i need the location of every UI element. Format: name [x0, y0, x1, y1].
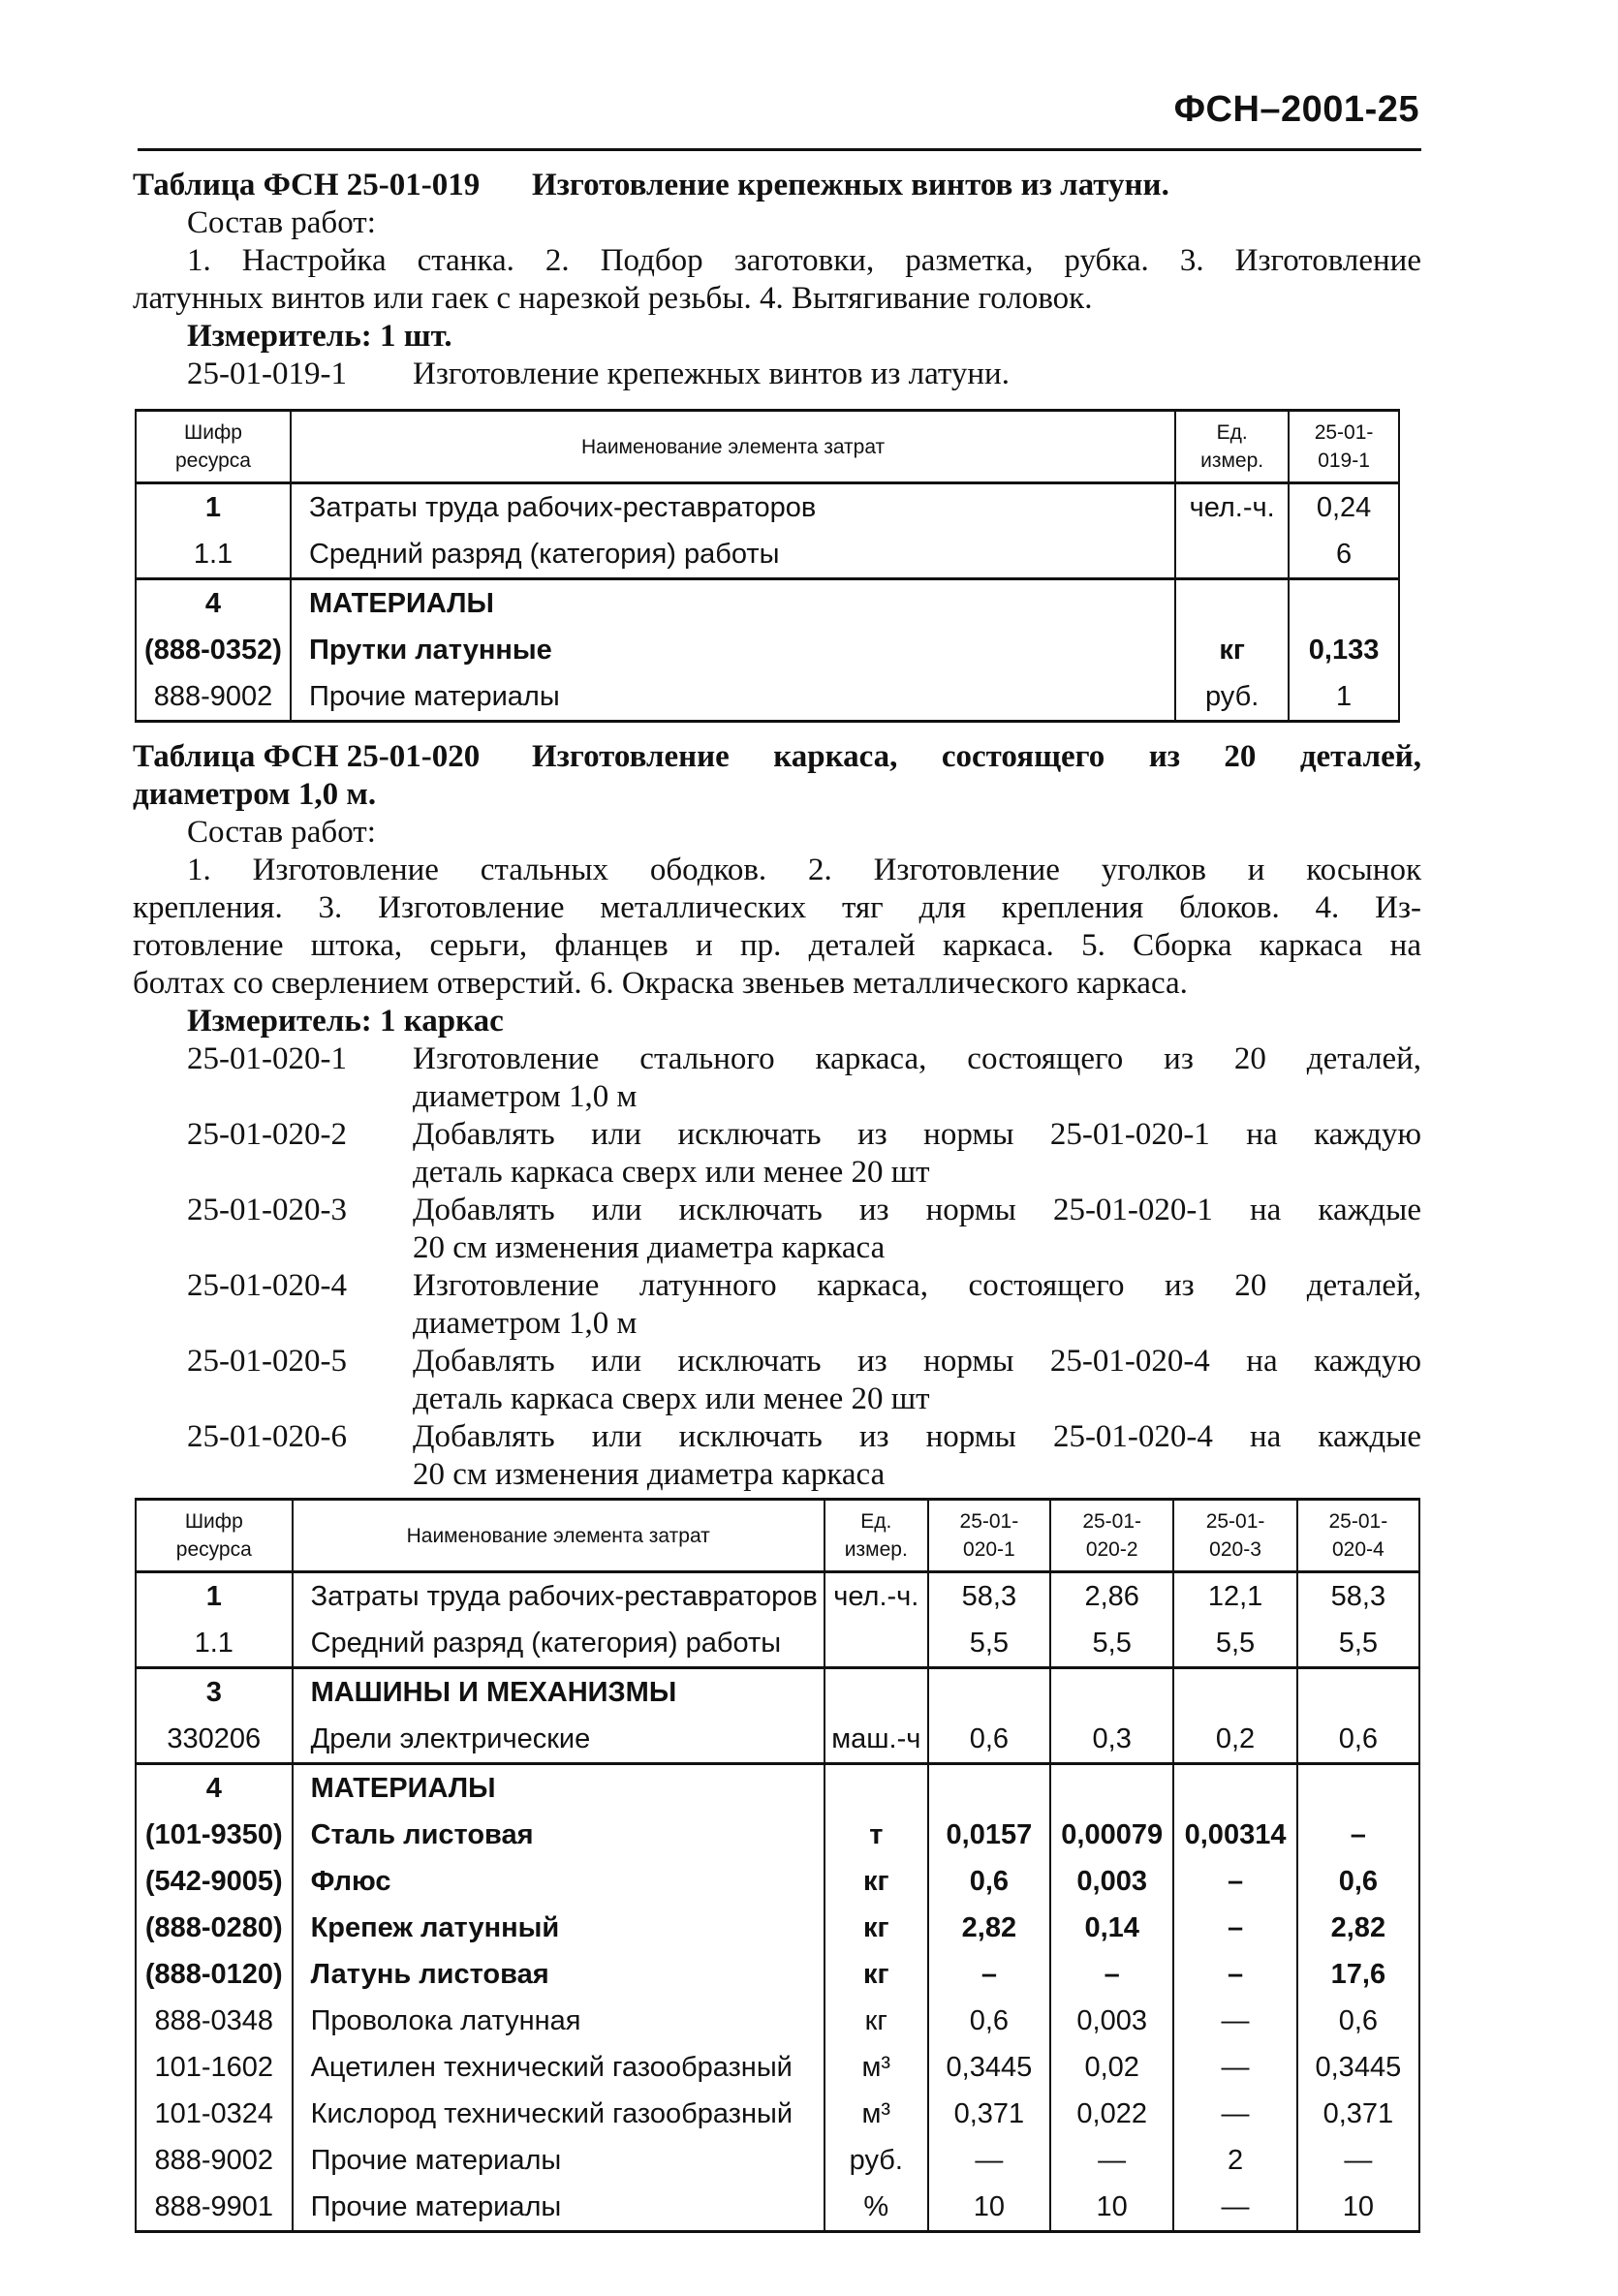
work-line: крепления. 3. Изготовление металлических тяг для крепления блоков. 4. Из- — [133, 890, 1421, 925]
norm-code: 25-01-020-5 — [187, 1344, 347, 1379]
cell-unit — [1175, 531, 1289, 579]
cell-value: 2 — [1173, 2137, 1296, 2184]
col-header-code: Шифр ресурса — [136, 1500, 293, 1572]
table-title-text: Изготовление каркаса, состоящего из 20 деталей, — [532, 739, 1421, 774]
cell-value: 0,3445 — [1297, 2044, 1419, 2091]
cell-value: 5,5 — [1297, 1620, 1419, 1668]
table-title-label: Таблица ФСН 25-01-020 — [133, 739, 481, 774]
work-heading: Состав работ: — [187, 815, 376, 850]
norm-item — [133, 1267, 1421, 1343]
cell-code: (888-0280) — [136, 1905, 293, 1951]
table-row — [136, 1764, 1419, 1813]
cell-name: Ацетилен технический газообразный — [293, 2044, 825, 2091]
table-title-label: Таблица ФСН 25-01-019 — [133, 168, 481, 202]
cell-name: Прочие материалы — [293, 2137, 825, 2184]
cell-value: 0,6 — [928, 1998, 1050, 2044]
cell-value: 10 — [928, 2184, 1050, 2232]
cell-value: 0,371 — [1297, 2091, 1419, 2137]
cell-value: – — [1050, 1951, 1173, 1998]
cell-value: 0,003 — [1050, 1858, 1173, 1905]
cell-code: (888-0352) — [136, 627, 291, 673]
cell-value — [1173, 1668, 1296, 1717]
col-header-name: Наименование элемента затрат — [291, 411, 1175, 483]
cell-value: 0,6 — [928, 1716, 1050, 1764]
cell-value: 0,6 — [1297, 1858, 1419, 1905]
cell-value: — — [1173, 2044, 1296, 2091]
cell-unit: руб. — [1175, 673, 1289, 722]
cell-code: 1 — [136, 1572, 293, 1621]
cell-value: — — [1050, 2137, 1173, 2184]
cell-unit: кг — [825, 1858, 928, 1905]
table-title-text-cont: диаметром 1,0 м. — [133, 777, 377, 812]
cell-value: 0,6 — [928, 1858, 1050, 1905]
col-header-unit: Ед. измер. — [1175, 411, 1289, 483]
norm-text: деталь каркаса сверх или менее 20 шт — [413, 1155, 930, 1190]
cell-unit: кг — [825, 1998, 928, 2044]
table-row — [136, 673, 1399, 722]
norm-text: деталь каркаса сверх или менее 20 шт — [413, 1381, 930, 1416]
meter: Измеритель: 1 каркас — [187, 1004, 504, 1039]
norm-code: 25-01-020-1 — [187, 1041, 347, 1076]
norm-text: Добавлять или исключать из нормы 25-01-020-4 на каждую — [413, 1344, 1421, 1379]
cell-value: 0,0157 — [928, 1812, 1050, 1858]
norm-item — [133, 1192, 1421, 1267]
cell-value: – — [1173, 1951, 1296, 1998]
section-t20 — [133, 738, 1421, 1494]
cell-unit — [825, 1668, 928, 1717]
cell-value: 0,00079 — [1050, 1812, 1173, 1858]
cell-name: Прутки латунные — [291, 627, 1175, 673]
cell-value: 0,003 — [1050, 1998, 1173, 2044]
cell-code: 1 — [136, 483, 291, 532]
table-row — [136, 1905, 1419, 1951]
section-t19 — [133, 167, 1421, 393]
cell-unit: кг — [1175, 627, 1289, 673]
cell-name: Дрели электрические — [293, 1716, 825, 1764]
cell-value — [1289, 579, 1399, 628]
cell-value: 2,86 — [1050, 1572, 1173, 1621]
norms-table-t19 — [135, 409, 1400, 723]
table-row — [136, 579, 1399, 628]
col-header-unit: Ед. измер. — [825, 1500, 928, 1572]
work-line: готовление штока, серьги, фланцев и пр. деталей каркаса. 5. Сборка каркаса на — [133, 928, 1421, 963]
norms-table-t20 — [135, 1498, 1420, 2233]
cell-value: 0,00314 — [1173, 1812, 1296, 1858]
cell-unit: чел.-ч. — [1175, 483, 1289, 532]
meter: Измеритель: 1 шт. — [187, 319, 452, 354]
cell-value: 5,5 — [1050, 1620, 1173, 1668]
cell-value: 6 — [1289, 531, 1399, 579]
cell-value: – — [1173, 1858, 1296, 1905]
cell-value: — — [928, 2137, 1050, 2184]
cell-value: 0,3 — [1050, 1716, 1173, 1764]
cell-name: Проволока латунная — [293, 1998, 825, 2044]
col-header-norm: 25-01- 020-3 — [1173, 1500, 1296, 1572]
table-row — [136, 1998, 1419, 2044]
cell-value: – — [1297, 1812, 1419, 1858]
cell-value: 2,82 — [928, 1905, 1050, 1951]
col-header-norm: 25-01- 019-1 — [1289, 411, 1399, 483]
table-row — [136, 1716, 1419, 1764]
norm-text: 20 см изменения диаметра каркаса — [413, 1230, 886, 1265]
cell-name: Затраты труда рабочих-реставраторов — [291, 483, 1175, 532]
table-title — [133, 167, 1421, 204]
table-row — [136, 2044, 1419, 2091]
cell-value — [1050, 1764, 1173, 1813]
table-row — [136, 483, 1399, 532]
cell-name: МАШИНЫ И МЕХАНИЗМЫ — [293, 1668, 825, 1717]
cell-value — [1050, 1668, 1173, 1717]
cell-value: 58,3 — [1297, 1572, 1419, 1621]
table-row — [136, 627, 1399, 673]
table-row — [136, 1620, 1419, 1668]
cell-value: 0,6 — [1297, 1716, 1419, 1764]
cell-unit: руб. — [825, 2137, 928, 2184]
norm-code: 25-01-019-1 — [187, 357, 347, 391]
cell-code: 4 — [136, 1764, 293, 1813]
cell-value — [928, 1764, 1050, 1813]
cell-unit: т — [825, 1812, 928, 1858]
cell-value: 1 — [1289, 673, 1399, 722]
norm-text: Добавлять или исключать из нормы 25-01-020-1 на каждые — [413, 1193, 1421, 1227]
table-row — [136, 1812, 1419, 1858]
cell-value: 0,6 — [1297, 1998, 1419, 2044]
work-line: латунных винтов или гаек с нарезкой резьбы. 4. Вытягивание головок. — [133, 281, 1093, 316]
norm-text: диаметром 1,0 м — [413, 1079, 638, 1114]
col-header-norm: 25-01- 020-2 — [1050, 1500, 1173, 1572]
norm-item — [133, 1343, 1421, 1418]
cell-value: 0,24 — [1289, 483, 1399, 532]
cell-value: – — [1173, 1905, 1296, 1951]
norm-code: 25-01-020-3 — [187, 1193, 347, 1227]
cell-value: 5,5 — [928, 1620, 1050, 1668]
cell-unit: м³ — [825, 2044, 928, 2091]
norm-code: 25-01-020-4 — [187, 1268, 347, 1303]
cell-value — [1173, 1764, 1296, 1813]
cell-value: 0,022 — [1050, 2091, 1173, 2137]
cell-code: 4 — [136, 579, 291, 628]
cell-name: Крепеж латунный — [293, 1905, 825, 1951]
norm-code: 25-01-020-2 — [187, 1117, 347, 1152]
table-row — [136, 1668, 1419, 1717]
cell-code: 1.1 — [136, 531, 291, 579]
cell-unit: м³ — [825, 2091, 928, 2137]
cell-name: Средний разряд (категория) работы — [291, 531, 1175, 579]
work-line: 1. Изготовление стальных ободков. 2. Изготовление уголков и косынок — [187, 853, 1421, 887]
table-row — [136, 531, 1399, 579]
cell-code: 888-0348 — [136, 1998, 293, 2044]
cell-value — [928, 1668, 1050, 1717]
table-title — [133, 738, 1421, 776]
cell-value: — — [1173, 1998, 1296, 2044]
cell-code: 1.1 — [136, 1620, 293, 1668]
cell-code: (888-0120) — [136, 1951, 293, 1998]
cell-value: 10 — [1297, 2184, 1419, 2232]
cell-name: МАТЕРИАЛЫ — [291, 579, 1175, 628]
cell-code: 888-9901 — [136, 2184, 293, 2232]
cell-value: 58,3 — [928, 1572, 1050, 1621]
work-line: 1. Настройка станка. 2. Подбор заготовки, разметка, рубка. 3. Изготовление — [187, 243, 1421, 278]
cell-value: 5,5 — [1173, 1620, 1296, 1668]
cell-code: 101-0324 — [136, 2091, 293, 2137]
cell-code: 3 — [136, 1668, 293, 1717]
table-title-text: Изготовление крепежных винтов из латуни. — [532, 168, 1169, 202]
cell-name: Сталь листовая — [293, 1812, 825, 1858]
norm-code: 25-01-020-6 — [187, 1419, 347, 1454]
norm-text: диаметром 1,0 м — [413, 1306, 638, 1341]
norm-text: Добавлять или исключать из нормы 25-01-020-1 на каждую — [413, 1117, 1421, 1152]
cell-value: 0,133 — [1289, 627, 1399, 673]
header-rule — [138, 148, 1421, 151]
cell-unit: % — [825, 2184, 928, 2232]
table-row — [136, 2091, 1419, 2137]
norm-item — [133, 356, 1421, 393]
cell-code: (542-9005) — [136, 1858, 293, 1905]
cell-unit — [825, 1764, 928, 1813]
norm-text: Изготовление стального каркаса, состоящего из 20 деталей, — [413, 1041, 1421, 1076]
col-header-norm: 25-01- 020-1 — [928, 1500, 1050, 1572]
cell-name: Затраты труда рабочих-реставраторов — [293, 1572, 825, 1621]
norm-text: Изготовление латунного каркаса, состоящего из 20 деталей, — [413, 1268, 1421, 1303]
cell-name: Латунь листовая — [293, 1951, 825, 1998]
running-header: ФСН–2001-25 — [1173, 89, 1419, 130]
work-line: болтах со сверлением отверстий. 6. Окраска звеньев металлического каркаса. — [133, 966, 1188, 1001]
cell-name: Прочие материалы — [291, 673, 1175, 722]
table-header-row — [136, 411, 1399, 483]
table-row — [136, 2137, 1419, 2184]
cell-unit: чел.-ч. — [825, 1572, 928, 1621]
norm-text: 20 см изменения диаметра каркаса — [413, 1457, 886, 1492]
table-row — [136, 1951, 1419, 1998]
cell-name: Флюс — [293, 1858, 825, 1905]
cell-value: 0,3445 — [928, 2044, 1050, 2091]
cell-value: — — [1297, 2137, 1419, 2184]
cell-value — [1297, 1764, 1419, 1813]
norm-text: Добавлять или исключать из нормы 25-01-020-4 на каждые — [413, 1419, 1421, 1454]
cell-code: 888-9002 — [136, 673, 291, 722]
cell-name: МАТЕРИАЛЫ — [293, 1764, 825, 1813]
work-heading: Состав работ: — [187, 205, 376, 240]
cell-name: Средний разряд (категория) работы — [293, 1620, 825, 1668]
norm-item — [133, 1116, 1421, 1192]
cell-name: Прочие материалы — [293, 2184, 825, 2232]
table-row — [136, 2184, 1419, 2232]
cell-value: — — [1173, 2091, 1296, 2137]
cell-value: 10 — [1050, 2184, 1173, 2232]
table-row — [136, 1858, 1419, 1905]
cell-value: 2,82 — [1297, 1905, 1419, 1951]
cell-value: 0,2 — [1173, 1716, 1296, 1764]
cell-code: 330206 — [136, 1716, 293, 1764]
cell-value: 0,02 — [1050, 2044, 1173, 2091]
cell-value: 17,6 — [1297, 1951, 1419, 1998]
cell-value: — — [1173, 2184, 1296, 2232]
cell-value: 0,371 — [928, 2091, 1050, 2137]
cell-unit: маш.-ч — [825, 1716, 928, 1764]
cell-unit: кг — [825, 1905, 928, 1951]
cell-unit — [825, 1620, 928, 1668]
cell-code: (101-9350) — [136, 1812, 293, 1858]
table-row — [136, 1572, 1419, 1621]
cell-unit — [1175, 579, 1289, 628]
cell-code: 101-1602 — [136, 2044, 293, 2091]
norm-item — [133, 1418, 1421, 1494]
cell-name: Кислород технический газообразный — [293, 2091, 825, 2137]
col-header-norm: 25-01- 020-4 — [1297, 1500, 1419, 1572]
table-header-row — [136, 1500, 1419, 1572]
cell-value — [1297, 1668, 1419, 1717]
cell-value: 0,14 — [1050, 1905, 1173, 1951]
col-header-name: Наименование элемента затрат — [293, 1500, 825, 1572]
cell-value: 12,1 — [1173, 1572, 1296, 1621]
col-header-code: Шифр ресурса — [136, 411, 291, 483]
cell-code: 888-9002 — [136, 2137, 293, 2184]
norm-text: Изготовление крепежных винтов из латуни. — [413, 357, 1010, 391]
cell-unit: кг — [825, 1951, 928, 1998]
norm-item — [133, 1040, 1421, 1116]
cell-value: – — [928, 1951, 1050, 1998]
